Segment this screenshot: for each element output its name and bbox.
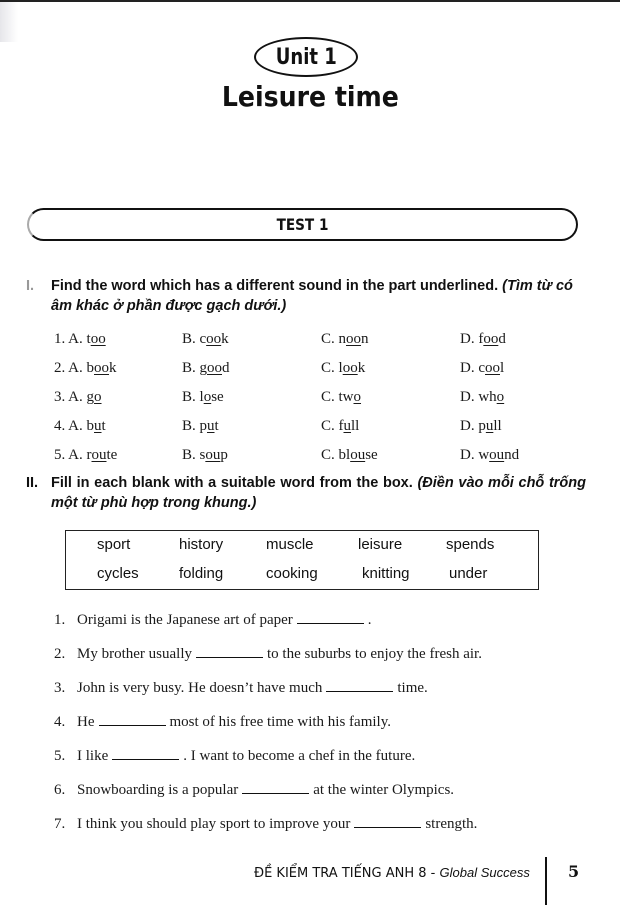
section-1-number: I. <box>26 278 35 294</box>
word-bank-item: folding <box>179 565 224 582</box>
word-bank-item: cooking <box>266 565 318 582</box>
sentence-text: He most of his free time with his family. <box>77 714 391 730</box>
footer-title: ĐỀ KIỂM TRA TIẾNG ANH 8 - <box>254 866 440 881</box>
footer-divider <box>545 857 547 905</box>
section-1-instruction: Find the word which has a different sound in the part underlined. <box>51 278 499 294</box>
underlined-part: oo <box>483 331 499 347</box>
underlined-part: oo <box>346 331 362 347</box>
sentence-text: I like . I want to become a chef in the future. <box>77 748 416 764</box>
option-a[interactable]: 1. A. too <box>54 331 106 347</box>
unit-title-text: Leisure time <box>221 80 399 113</box>
section-2-heading <box>26 473 586 513</box>
underlined-part: ou <box>91 447 107 463</box>
unit-title <box>0 80 620 113</box>
option-c[interactable]: C. look <box>321 360 366 376</box>
option-d[interactable]: D. food <box>460 331 506 347</box>
sentence-text: John is very busy. He doesn’t have much time. <box>77 680 428 696</box>
section-1-heading <box>26 276 586 316</box>
underlined-part: u <box>94 418 102 434</box>
underlined-part: o <box>203 389 212 405</box>
word-bank-item: sport <box>97 536 131 553</box>
sentence-text: I think you should play sport to improve your strength. <box>77 816 478 832</box>
sentence-text: Snowboarding is a popular at the winter Olympics. <box>77 782 455 798</box>
page-edge-shadow <box>0 2 18 42</box>
word-bank-item: leisure <box>358 536 403 553</box>
option-b[interactable]: B. soup <box>182 447 228 463</box>
sentence-text: Origami is the Japanese art of paper . <box>77 612 372 628</box>
unit-badge <box>254 37 358 77</box>
underlined-part: ou <box>489 447 505 463</box>
word-bank-box <box>65 530 539 590</box>
underlined-part: o <box>496 389 505 405</box>
word-bank-item: cycles <box>97 565 139 582</box>
option-c[interactable]: C. blouse <box>321 447 378 463</box>
option-b[interactable]: B. good <box>182 360 230 376</box>
option-c[interactable]: C. two <box>321 389 362 405</box>
unit-label: Unit 1 <box>275 44 337 70</box>
answer-blank[interactable] <box>297 612 364 624</box>
option-d[interactable]: D. pull <box>460 418 502 434</box>
underlined-part: oo <box>206 331 222 347</box>
word-bank-item: muscle <box>266 536 314 553</box>
section-1-instruction-vi: (Tìm từ có âm khác ở phần được gạch dưới.) <box>51 278 573 314</box>
option-b[interactable]: B. put <box>182 418 219 434</box>
sentence-text: My brother usually to the suburbs to enjoy the fresh air. <box>77 646 482 662</box>
option-a[interactable]: 3. A. go <box>54 389 102 405</box>
word-bank-item: under <box>449 565 488 582</box>
sentence-number: 5. <box>54 748 66 764</box>
underlined-part: o <box>353 389 362 405</box>
option-b[interactable]: B. lose <box>182 389 224 405</box>
sentence-number: 6. <box>54 782 66 798</box>
option-c[interactable]: C. full <box>321 418 360 434</box>
underlined-part: u <box>207 418 215 434</box>
sentence-number: 7. <box>54 816 66 832</box>
question-row <box>54 447 574 469</box>
test-label: TEST 1 <box>276 215 329 234</box>
option-d[interactable]: D. who <box>460 389 505 405</box>
footer-book-title <box>254 865 530 881</box>
answer-blank[interactable] <box>112 748 179 760</box>
page-top-border <box>0 0 620 2</box>
test-banner <box>27 208 578 241</box>
footer-series: Global Success <box>439 865 530 880</box>
option-b[interactable]: B. cook <box>182 331 229 347</box>
answer-blank[interactable] <box>99 714 166 726</box>
word-bank-item: history <box>179 536 224 553</box>
underlined-part: oo <box>485 360 500 376</box>
option-c[interactable]: C. noon <box>321 331 369 347</box>
sentence-number: 2. <box>54 646 66 662</box>
option-a[interactable]: 4. A. but <box>54 418 106 434</box>
question-row <box>54 418 574 440</box>
underlined-part: oo <box>342 360 358 376</box>
answer-blank[interactable] <box>326 680 393 692</box>
underlined-part: ou <box>205 447 221 463</box>
underlined-part: oo <box>94 360 110 376</box>
section-2-instruction-vi: (Điền vào mỗi chỗ trống một từ phù hợp trong khung.) <box>51 475 587 511</box>
underlined-part: o <box>94 389 102 405</box>
underlined-part: u <box>343 418 351 434</box>
answer-blank[interactable] <box>242 782 309 794</box>
sentence-number: 1. <box>54 612 66 628</box>
sentence-number: 3. <box>54 680 66 696</box>
section-2-number: II. <box>26 475 39 491</box>
word-bank-item: knitting <box>362 565 410 582</box>
sentence-number: 4. <box>54 714 66 730</box>
question-row <box>54 331 574 353</box>
question-row <box>54 389 574 411</box>
underlined-part: u <box>485 418 494 434</box>
answer-blank[interactable] <box>196 646 263 658</box>
page-number: 5 <box>568 862 580 881</box>
question-row <box>54 360 574 382</box>
word-bank-item: spends <box>446 536 495 553</box>
underlined-part: oo <box>90 331 106 347</box>
option-a[interactable]: 5. A. route <box>54 447 118 463</box>
underlined-part: ou <box>350 447 366 463</box>
option-a[interactable]: 2. A. book <box>54 360 117 376</box>
answer-blank[interactable] <box>354 816 421 828</box>
option-d[interactable]: D. cool <box>460 360 505 376</box>
option-d[interactable]: D. wound <box>460 447 520 463</box>
underlined-part: oo <box>207 360 223 376</box>
section-2-instruction: Fill in each blank with a suitable word from the box. <box>51 475 413 491</box>
